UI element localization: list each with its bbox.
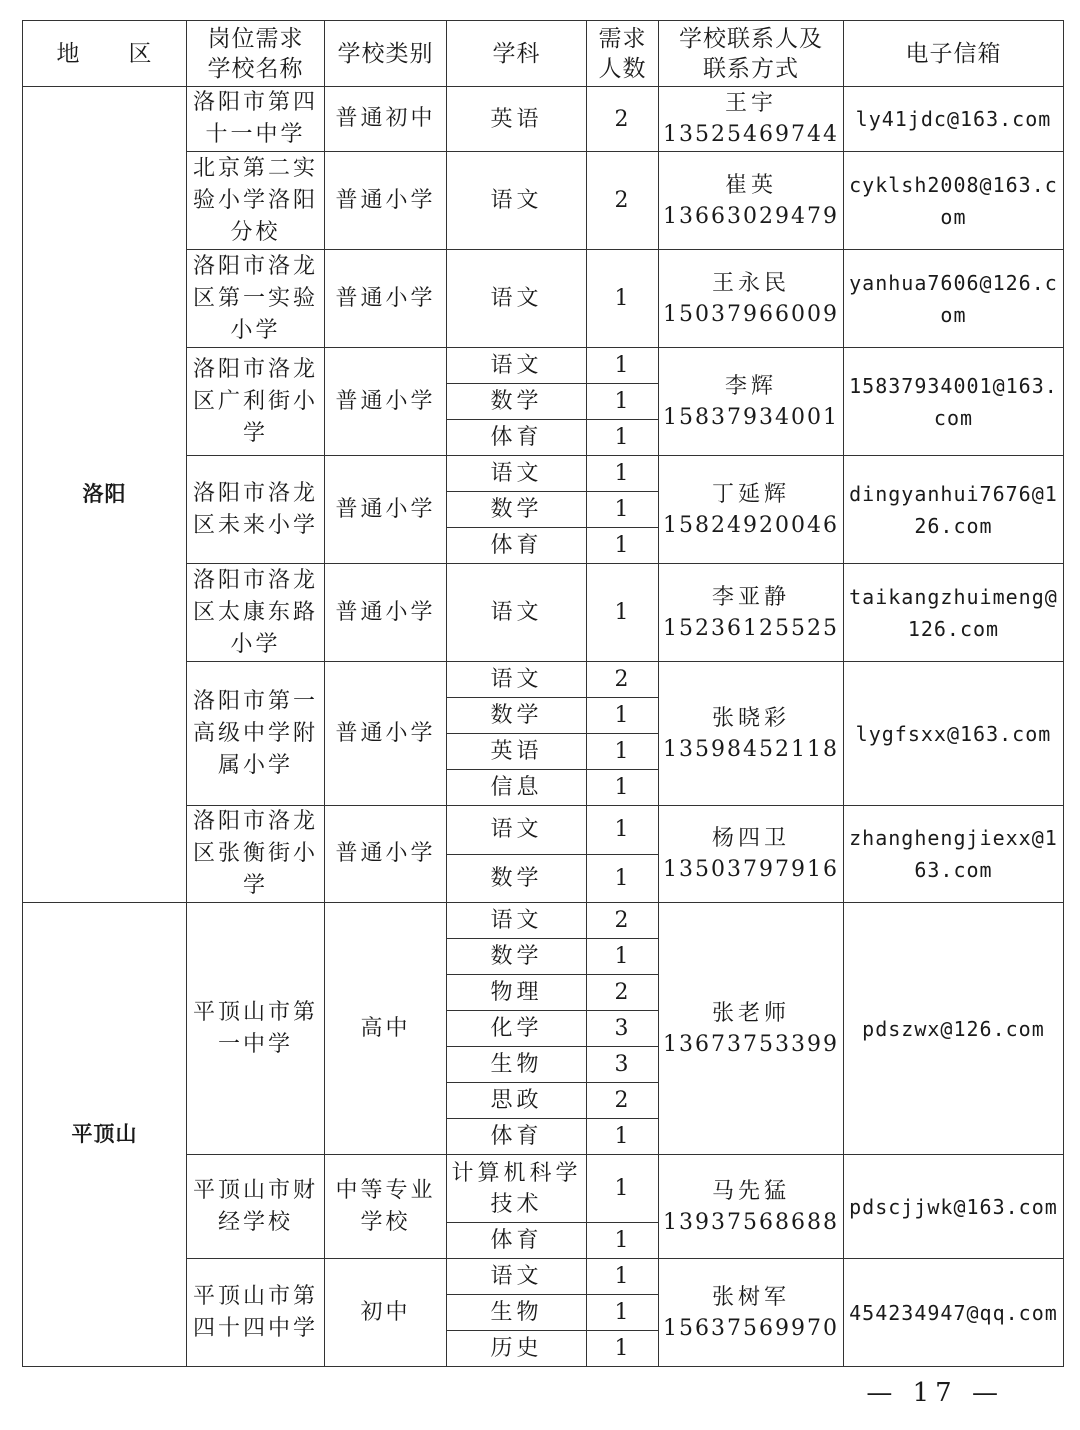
email-cell: yanhua7606@126.com	[843, 250, 1063, 348]
contact-name: 马先猛	[711, 1178, 790, 1204]
email-cell: pdscjjwk@163.com	[843, 1155, 1063, 1259]
school-category-cell: 普通小学	[325, 152, 447, 250]
contact-phone: 15236125525	[663, 615, 839, 641]
subject-cell: 数学	[447, 854, 587, 903]
subject-cell: 语文	[447, 903, 587, 939]
subject-cell: 语文	[447, 348, 587, 384]
email-cell: lygfsxx@163.com	[843, 662, 1063, 806]
school-name-cell: 洛阳市第四十一中学	[187, 87, 325, 152]
subject-cell: 体育	[447, 420, 587, 456]
email-cell: 15837934001@163.com	[843, 348, 1063, 456]
subject-cell: 化学	[447, 1011, 587, 1047]
school-name-cell: 平顶山市第一中学	[187, 903, 325, 1155]
count-cell: 1	[587, 492, 659, 528]
count-cell: 1	[587, 1119, 659, 1155]
contact-phone: 15037966009	[663, 301, 839, 327]
count-cell: 2	[587, 87, 659, 152]
contact-phone: 13663029479	[663, 203, 839, 229]
count-cell: 2	[587, 975, 659, 1011]
contact-name: 丁延辉	[711, 481, 790, 507]
header-contact: 学校联系人及 联系方式	[659, 21, 844, 87]
header-email: 电子信箱	[843, 21, 1063, 87]
subject-cell: 语文	[447, 806, 587, 855]
recruitment-table-container	[22, 20, 1064, 1367]
contact-cell	[659, 662, 844, 806]
table-row	[23, 903, 1064, 939]
count-cell: 1	[587, 384, 659, 420]
contact-name: 杨四卫	[711, 826, 790, 851]
contact-cell	[659, 1259, 844, 1367]
header-school: 岗位需求 学校名称	[187, 21, 325, 87]
subject-cell: 语文	[447, 564, 587, 662]
subject-cell: 数学	[447, 492, 587, 528]
subject-cell: 语文	[447, 1259, 587, 1295]
count-cell: 1	[587, 250, 659, 348]
count-cell: 2	[587, 903, 659, 939]
subject-cell: 数学	[447, 939, 587, 975]
count-cell: 2	[587, 152, 659, 250]
contact-name: 张老师	[711, 1000, 790, 1026]
contact-cell	[659, 903, 844, 1155]
table-row	[23, 87, 1064, 152]
subject-cell: 计算机科学技术	[447, 1155, 587, 1223]
recruitment-table	[22, 20, 1064, 1367]
subject-cell: 思政	[447, 1083, 587, 1119]
subject-cell: 语文	[447, 662, 587, 698]
count-cell: 1	[587, 456, 659, 492]
contact-cell	[659, 152, 844, 250]
subject-cell: 历史	[447, 1331, 587, 1367]
email-cell: taikangzhuimeng@126.com	[843, 564, 1063, 662]
email-cell: dingyanhui7676@126.com	[843, 456, 1063, 564]
email-cell: ly41jdc@163.com	[843, 87, 1063, 152]
table-body	[23, 87, 1064, 1367]
contact-phone: 15824920046	[663, 512, 839, 538]
count-cell: 1	[587, 806, 659, 855]
count-cell: 1	[587, 564, 659, 662]
school-name-cell: 洛阳市洛龙区张衡街小学	[187, 806, 325, 903]
region-cell: 平顶山	[23, 903, 187, 1367]
subject-cell: 语文	[447, 250, 587, 348]
contact-phone: 13937568688	[663, 1209, 839, 1235]
subject-cell: 体育	[447, 528, 587, 564]
subject-cell: 生物	[447, 1295, 587, 1331]
subject-cell: 语文	[447, 456, 587, 492]
subject-cell: 信息	[447, 770, 587, 806]
contact-phone: 13503797916	[663, 857, 839, 882]
email-cell: pdszwx@126.com	[843, 903, 1063, 1155]
count-cell: 1	[587, 1155, 659, 1223]
count-cell: 1	[587, 1259, 659, 1295]
subject-cell: 体育	[447, 1119, 587, 1155]
contact-phone: 13525469744	[663, 122, 839, 147]
contact-phone: 13598452118	[663, 736, 839, 762]
school-name-cell: 洛阳市第一高级中学附属小学	[187, 662, 325, 806]
subject-cell: 物理	[447, 975, 587, 1011]
school-name-cell: 洛阳市洛龙区广利街小学	[187, 348, 325, 456]
region-cell: 洛阳	[23, 87, 187, 903]
header-region: 地 区	[23, 21, 187, 87]
school-name-cell: 平顶山市第四十四中学	[187, 1259, 325, 1367]
count-cell: 2	[587, 662, 659, 698]
school-category-cell: 普通小学	[325, 250, 447, 348]
header-subject: 学科	[447, 21, 587, 87]
email-cell: cyklsh2008@163.com	[843, 152, 1063, 250]
count-cell: 1	[587, 348, 659, 384]
contact-name: 张晓彩	[711, 705, 790, 731]
count-cell: 1	[587, 854, 659, 903]
header-count: 需求 人数	[587, 21, 659, 87]
count-cell: 1	[587, 420, 659, 456]
school-category-cell: 普通初中	[325, 87, 447, 152]
school-category-cell: 普通小学	[325, 456, 447, 564]
contact-cell	[659, 348, 844, 456]
subject-cell: 英语	[447, 87, 587, 152]
school-category-cell: 初中	[325, 1259, 447, 1367]
subject-cell: 体育	[447, 1223, 587, 1259]
header-row	[23, 21, 1064, 87]
count-cell: 1	[587, 528, 659, 564]
school-category-cell: 中等专业学校	[325, 1155, 447, 1259]
count-cell: 1	[587, 698, 659, 734]
contact-cell	[659, 456, 844, 564]
subject-cell: 语文	[447, 152, 587, 250]
count-cell: 1	[587, 1295, 659, 1331]
subject-cell: 数学	[447, 384, 587, 420]
count-cell: 1	[587, 1331, 659, 1367]
contact-phone: 15837934001	[663, 404, 839, 430]
school-category-cell: 普通小学	[325, 348, 447, 456]
school-name-cell: 平顶山市财经学校	[187, 1155, 325, 1259]
contact-cell	[659, 1155, 844, 1259]
contact-name: 崔英	[724, 172, 777, 198]
contact-name: 王宇	[724, 91, 777, 116]
school-name-cell: 洛阳市洛龙区第一实验小学	[187, 250, 325, 348]
school-category-cell: 普通小学	[325, 806, 447, 903]
count-cell: 2	[587, 1083, 659, 1119]
header-category: 学校类别	[325, 21, 447, 87]
page-number: — 17 —	[866, 1378, 1004, 1408]
contact-name: 张树军	[711, 1284, 790, 1310]
contact-cell	[659, 564, 844, 662]
subject-cell: 英语	[447, 734, 587, 770]
school-category-cell: 普通小学	[325, 564, 447, 662]
school-category-cell: 普通小学	[325, 662, 447, 806]
count-cell: 1	[587, 734, 659, 770]
email-cell: 454234947@qq.com	[843, 1259, 1063, 1367]
school-name-cell: 洛阳市洛龙区太康东路小学	[187, 564, 325, 662]
count-cell: 1	[587, 939, 659, 975]
school-category-cell: 高中	[325, 903, 447, 1155]
count-cell: 3	[587, 1011, 659, 1047]
contact-cell	[659, 250, 844, 348]
contact-name: 李亚静	[711, 584, 790, 610]
contact-cell	[659, 806, 844, 903]
subject-cell: 生物	[447, 1047, 587, 1083]
email-cell: zhanghengjiexx@163.com	[843, 806, 1063, 903]
school-name-cell: 北京第二实验小学洛阳分校	[187, 152, 325, 250]
contact-phone: 15637569970	[663, 1315, 839, 1341]
count-cell: 1	[587, 770, 659, 806]
count-cell: 1	[587, 1223, 659, 1259]
subject-cell: 数学	[447, 698, 587, 734]
count-cell: 3	[587, 1047, 659, 1083]
contact-phone: 13673753399	[663, 1031, 839, 1057]
contact-name: 李辉	[724, 373, 777, 399]
contact-name: 王永民	[711, 270, 790, 296]
school-name-cell: 洛阳市洛龙区未来小学	[187, 456, 325, 564]
contact-cell	[659, 87, 844, 152]
